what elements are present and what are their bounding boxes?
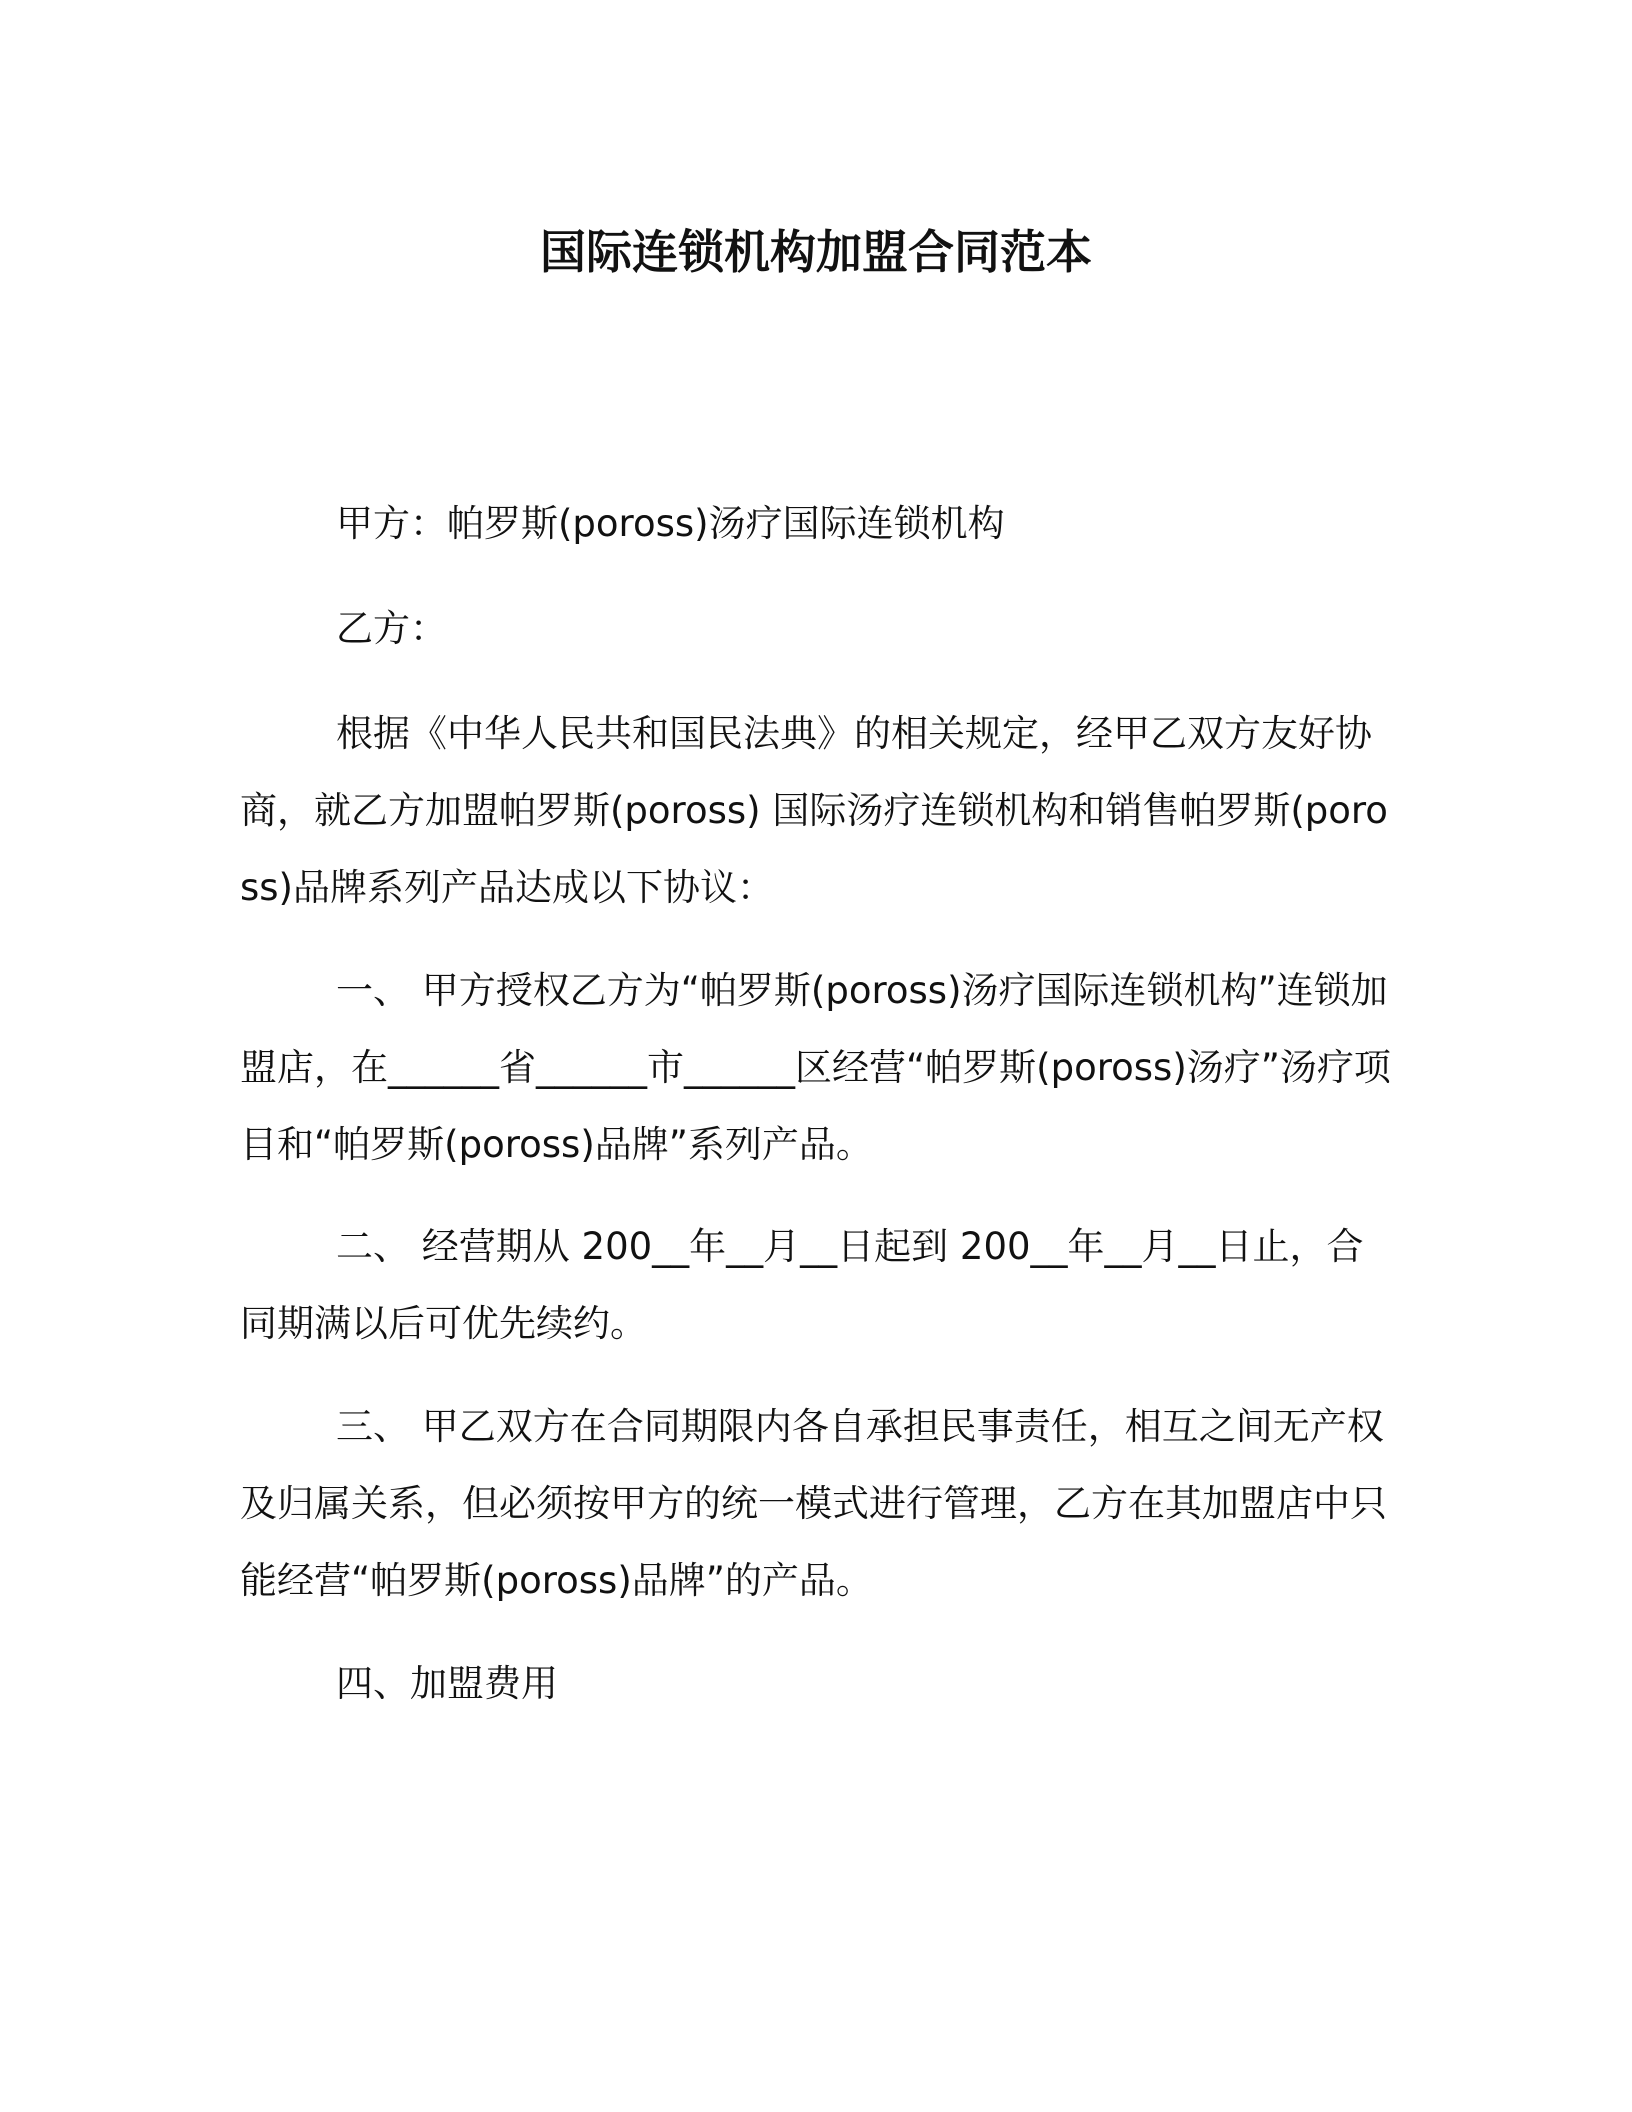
clause-3: 三、 甲乙双方在合同期限内各自承担民事责任，相互之间无产权及归属关系，但必须按甲方的统一模式进行管理，乙方在其加盟店中只能经营“帕罗斯(poross)品牌”的产品。 — [240, 1405, 1387, 1602]
document-title: 国际连锁机构加盟合同范本 — [540, 225, 1092, 279]
clause-1: 一、 甲方授权乙方为“帕罗斯(poross)汤疗国际连锁机构”连锁加盟店，在______省______市______区经营“帕罗斯(poross)汤疗”汤疗项目和“帕罗斯(poross)品牌”系列产品。 — [240, 969, 1391, 1166]
clause-2: 二、 经营期从 200__年__月__日起到 200__年__月__日止，合同期满以后可优先续约。 — [240, 1225, 1364, 1345]
party-a-line: 甲方：帕罗斯(poross)汤疗国际连锁机构 — [336, 502, 1005, 545]
party-b-line: 乙方： — [336, 607, 447, 650]
clause-4-heading: 四、加盟费用 — [336, 1662, 558, 1705]
intro-paragraph: 根据《中华人民共和国民法典》的相关规定，经甲乙双方友好协商，就乙方加盟帕罗斯(poross) 国际汤疗连锁机构和销售帕罗斯(poross)品牌系列产品达成以下协议： — [240, 712, 1388, 909]
